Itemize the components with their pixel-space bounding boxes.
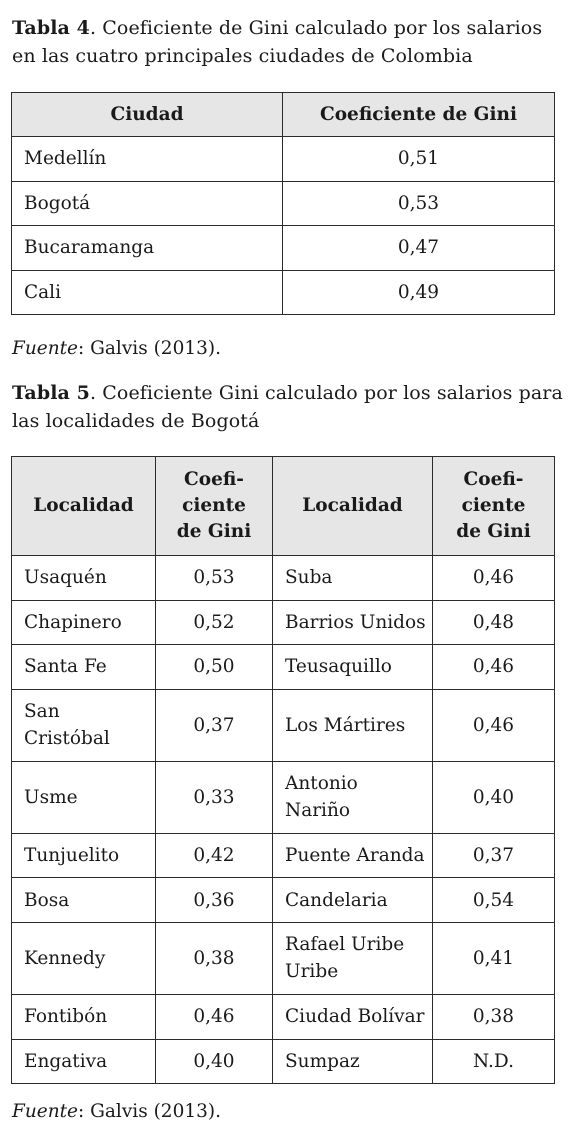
locality-cell: Suba (273, 556, 433, 601)
gini-cell: 0,52 (156, 600, 273, 645)
gini-cell: 0,37 (156, 689, 273, 761)
gini-cell: 0,47 (283, 226, 555, 271)
gini-cell: N.D. (433, 1039, 555, 1084)
table4-header-gini: Coeficiente de Gini (283, 93, 555, 137)
locality-cell: Engativa (12, 1039, 156, 1084)
table4-header-row (12, 93, 555, 137)
table-row (12, 645, 555, 690)
table5-header-locality: Localidad (273, 457, 433, 556)
table-row (12, 1039, 555, 1084)
gini-cell: 0,40 (433, 761, 555, 833)
table-row (12, 761, 555, 833)
locality-cell: Barrios Unidos (273, 600, 433, 645)
locality-cell: Usme (12, 761, 156, 833)
table-row (12, 833, 555, 878)
gini-cell: 0,46 (433, 556, 555, 601)
table4 (11, 92, 555, 315)
city-cell: Cali (12, 270, 283, 315)
table-row (12, 556, 555, 601)
gini-cell: 0,38 (156, 922, 273, 994)
table4-source-text: : Galvis (2013). (78, 338, 221, 359)
gini-cell: 0,46 (433, 645, 555, 690)
locality-cell: Fontibón (12, 994, 156, 1039)
table5-header-locality: Localidad (12, 457, 156, 556)
gini-cell: 0,37 (433, 833, 555, 878)
table5-caption-text: . Coeficiente Gini calculado por los salarios para las localidades de Bogotá (12, 382, 563, 432)
locality-cell: Chapinero (12, 600, 156, 645)
gini-cell: 0,54 (433, 878, 555, 923)
locality-cell: Antonio Nariño (273, 761, 433, 833)
table5-source-label: Fuente (12, 1101, 78, 1122)
table-row (12, 270, 555, 315)
gini-cell: 0,33 (156, 761, 273, 833)
locality-cell: Usaquén (12, 556, 156, 601)
table-row (12, 226, 555, 271)
table5-header-row (12, 457, 555, 556)
table-row (12, 878, 555, 923)
gini-cell: 0,53 (283, 181, 555, 226)
table5-source-text: : Galvis (2013). (78, 1101, 221, 1122)
table4-caption (12, 14, 568, 70)
table5-label: Tabla 5 (12, 382, 90, 404)
table-row (12, 600, 555, 645)
gini-cell: 0,41 (433, 922, 555, 994)
table-row (12, 689, 555, 761)
city-cell: Medellín (12, 137, 283, 182)
locality-cell: Sumpaz (273, 1039, 433, 1084)
table5 (11, 456, 555, 1084)
table4-label: Tabla 4 (12, 17, 90, 39)
locality-cell: Puente Aranda (273, 833, 433, 878)
table-row (12, 181, 555, 226)
gini-cell: 0,48 (433, 600, 555, 645)
gini-cell: 0,46 (156, 994, 273, 1039)
gini-cell: 0,40 (156, 1039, 273, 1084)
table5-header-gini: Coefi-ciente de Gini (156, 457, 273, 556)
table4-source-label: Fuente (12, 338, 78, 359)
table4-source (12, 337, 221, 361)
gini-cell: 0,36 (156, 878, 273, 923)
locality-cell: Tunjuelito (12, 833, 156, 878)
table-row (12, 922, 555, 994)
table5-source (12, 1100, 221, 1124)
gini-cell: 0,49 (283, 270, 555, 315)
locality-cell: Ciudad Bolívar (273, 994, 433, 1039)
city-cell: Bogotá (12, 181, 283, 226)
gini-cell: 0,50 (156, 645, 273, 690)
locality-cell: Candelaria (273, 878, 433, 923)
gini-cell: 0,46 (433, 689, 555, 761)
table4-header-city: Ciudad (12, 93, 283, 137)
city-cell: Bucaramanga (12, 226, 283, 271)
table-row (12, 137, 555, 182)
table5-caption (12, 379, 568, 435)
locality-cell: Kennedy (12, 922, 156, 994)
table4-caption-text: . Coeficiente de Gini calculado por los salarios en las cuatro principales ciudades de Colombia (12, 17, 543, 67)
locality-cell: Los Mártires (273, 689, 433, 761)
gini-cell: 0,38 (433, 994, 555, 1039)
locality-cell: San Cristóbal (12, 689, 156, 761)
gini-cell: 0,53 (156, 556, 273, 601)
gini-cell: 0,51 (283, 137, 555, 182)
locality-cell: Bosa (12, 878, 156, 923)
table-row (12, 994, 555, 1039)
locality-cell: Rafael Uribe Uribe (273, 922, 433, 994)
locality-cell: Teusaquillo (273, 645, 433, 690)
gini-cell: 0,42 (156, 833, 273, 878)
table5-header-gini: Coefi-ciente de Gini (433, 457, 555, 556)
locality-cell: Santa Fe (12, 645, 156, 690)
